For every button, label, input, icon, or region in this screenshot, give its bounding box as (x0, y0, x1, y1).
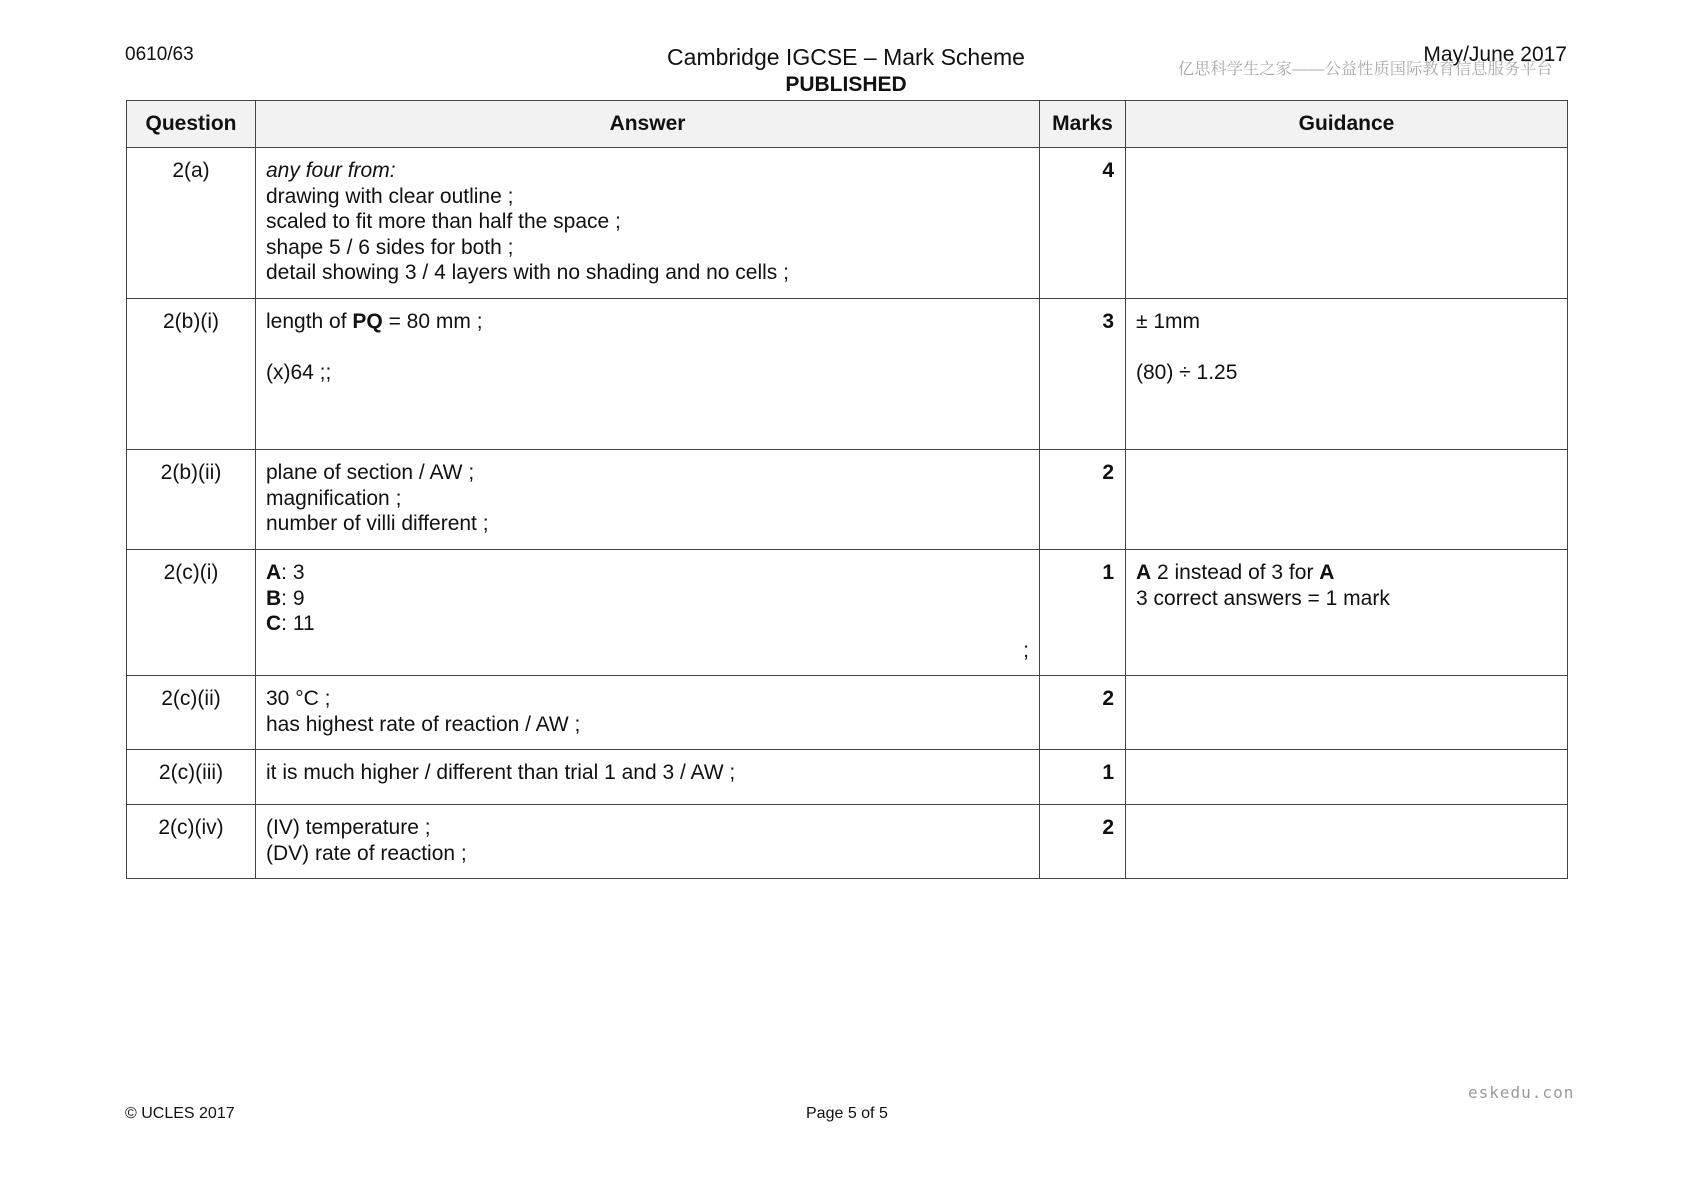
guidance-term: A (1136, 561, 1152, 584)
answer-line: (IV) temperature ; (266, 816, 431, 839)
watermark-bottom: eskedu.con (1468, 1083, 1575, 1102)
guidance-cell (1126, 450, 1568, 550)
marks-cell: 4 (1040, 148, 1126, 299)
answer-line: 30 °C ; (266, 687, 331, 710)
line-gap (266, 335, 1029, 361)
answer-line: it is much higher / different than trial 1 and 3 / AW ; (266, 761, 736, 784)
guidance-term: A (1319, 561, 1335, 584)
mark-scheme-table (126, 100, 1568, 879)
paper-code: 0610/63 (125, 44, 194, 65)
answer-line: detail showing 3 / 4 layers with no shading and no cells ; (266, 261, 789, 284)
answer-line: magnification ; (266, 486, 402, 510)
question-cell: 2(a) (127, 148, 256, 299)
page-number: Page 5 of 5 (806, 1105, 888, 1122)
answer-line: shape 5 / 6 sides for both ; (266, 235, 514, 259)
column-header-answer: Answer (256, 101, 1040, 148)
answer-line: drawing with clear outline ; (266, 184, 514, 208)
marks-cell: 1 (1040, 550, 1126, 676)
answer-cell (256, 676, 1040, 750)
answer-label: B (266, 586, 282, 610)
answer-line (266, 309, 1029, 335)
marks-cell: 1 (1040, 750, 1126, 805)
table-row (127, 550, 1568, 676)
answer-terminator: ; (1023, 638, 1029, 662)
guidance-cell (1126, 805, 1568, 879)
answer-line: plane of section / AW ; (266, 461, 475, 484)
answer-text: length of (266, 310, 353, 333)
answer-value: : 3 (281, 561, 305, 584)
answer-line (266, 611, 1029, 637)
guidance-line: ± 1mm (1136, 310, 1201, 333)
table-row (127, 676, 1568, 750)
answer-line (266, 560, 1029, 586)
answer-value: : 11 (281, 612, 315, 635)
column-header-marks: Marks (1040, 101, 1126, 148)
marks-cell: 3 (1040, 299, 1126, 450)
line-gap (1136, 335, 1557, 361)
answer-line: (DV) rate of reaction ; (266, 841, 467, 865)
guidance-line: 3 correct answers = 1 mark (1136, 586, 1390, 610)
answer-text: = 80 mm ; (382, 310, 483, 333)
table-row (127, 148, 1568, 299)
question-cell: 2(b)(ii) (127, 450, 256, 550)
answer-line: (x)64 ;; (266, 361, 332, 384)
table-header-row (127, 101, 1568, 148)
marks-cell: 2 (1040, 450, 1126, 550)
answer-line: scaled to fit more than half the space ; (266, 210, 621, 233)
marks-cell: 2 (1040, 676, 1126, 750)
answer-intro: any four from: (266, 159, 396, 182)
column-header-question: Question (127, 101, 256, 148)
answer-term: PQ (352, 310, 383, 333)
answer-label: A (266, 561, 282, 584)
guidance-cell (1126, 550, 1568, 676)
table-row (127, 450, 1568, 550)
answer-cell (256, 750, 1040, 805)
answer-cell (256, 148, 1040, 299)
header-center (620, 44, 1072, 97)
answer-value: : 9 (281, 586, 305, 610)
answer-cell (256, 450, 1040, 550)
guidance-cell (1126, 148, 1568, 299)
table-row (127, 750, 1568, 805)
marks-cell: 2 (1040, 805, 1126, 879)
column-header-guidance: Guidance (1126, 101, 1568, 148)
answer-cell (256, 550, 1040, 676)
question-cell: 2(c)(iv) (127, 805, 256, 879)
document-title: Cambridge IGCSE – Mark Scheme (667, 44, 1025, 70)
question-cell: 2(b)(i) (127, 299, 256, 450)
copyright: © UCLES 2017 (125, 1105, 235, 1122)
guidance-cell (1126, 750, 1568, 805)
exam-session: May/June 2017 (1423, 43, 1567, 66)
document-status: PUBLISHED (785, 73, 907, 96)
answer-line (266, 586, 1029, 612)
table-row (127, 299, 1568, 450)
answer-label: C (266, 612, 282, 635)
guidance-cell (1126, 676, 1568, 750)
guidance-line: (80) ÷ 1.25 (1136, 361, 1238, 384)
watermark-top: 亿思科学生之家——公益性质国际教育信息服务平台 (1178, 61, 1553, 78)
table-row (127, 805, 1568, 879)
question-cell: 2(c)(i) (127, 550, 256, 676)
question-cell: 2(c)(ii) (127, 676, 256, 750)
guidance-cell (1126, 299, 1568, 450)
question-cell: 2(c)(iii) (127, 750, 256, 805)
guidance-text: 2 instead of 3 for (1151, 561, 1320, 584)
guidance-line (1136, 560, 1557, 586)
answer-cell (256, 805, 1040, 879)
answer-cell (256, 299, 1040, 450)
answer-line: number of villi different ; (266, 512, 489, 535)
answer-line: has highest rate of reaction / AW ; (266, 712, 581, 736)
